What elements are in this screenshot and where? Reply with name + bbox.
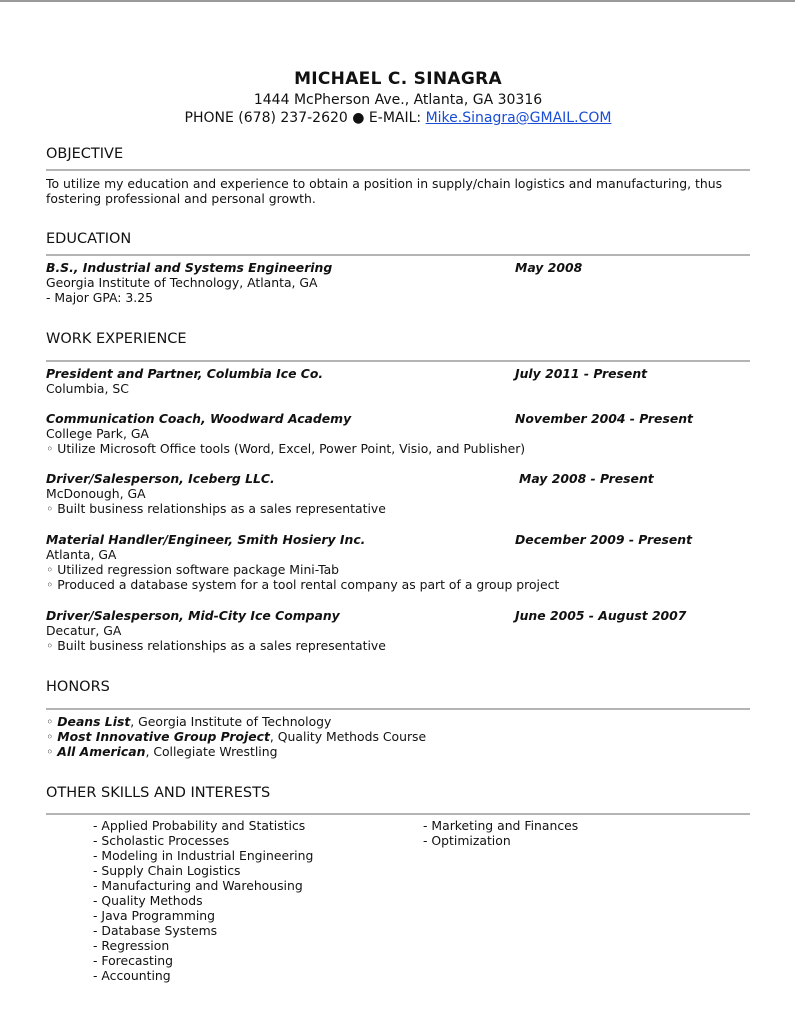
job-location: Atlanta, GA (46, 547, 117, 562)
top-border (0, 0, 795, 2)
skill-item: - Optimization (423, 833, 511, 848)
job-location: College Park, GA (46, 426, 149, 441)
job-bullet: ◦ Produced a database system for a tool rental company as part of a group project (46, 577, 560, 592)
skill-item: - Modeling in Industrial Engineering (93, 848, 314, 863)
skills-column-1 (93, 818, 313, 983)
job-location: McDonough, GA (46, 486, 146, 501)
skills-divider (46, 813, 750, 815)
skills-column-2 (423, 818, 578, 848)
candidate-address: 1444 McPherson Ave., Atlanta, GA 30316 (253, 92, 543, 108)
honors-divider (46, 708, 750, 710)
honor-name: Most Innovative Group Project (57, 729, 270, 744)
skill-item: - Supply Chain Logistics (93, 863, 241, 878)
degree-date: May 2008 (515, 260, 583, 275)
job-title: Communication Coach, Woodward Academy (46, 411, 352, 426)
job-bullet: ◦ Built business relationships as a sales representative (46, 638, 386, 653)
education-heading: EDUCATION (46, 231, 132, 247)
job-title: Driver/Salesperson, Iceberg LLC. (46, 471, 275, 486)
honor-name: All American (57, 744, 146, 759)
gpa-text: - Major GPA: 3.25 (46, 290, 153, 305)
job-entry (46, 608, 750, 653)
honor-item (46, 744, 750, 759)
job-bullet: ◦ Utilized regression software package Mini-Tab (46, 562, 340, 577)
email-link[interactable]: Mike.Sinagra@GMAIL.COM (425, 110, 612, 126)
skills-heading: OTHER SKILLS AND INTERESTS (46, 785, 271, 801)
skill-item: - Quality Methods (93, 893, 203, 908)
skill-item: - Database Systems (93, 923, 218, 938)
objective-heading: OBJECTIVE (46, 146, 124, 162)
objective-text: To utilize my education and experience to obtain a position in supply/chain logistics and manufacturing, thus fostering professional and personal growth. (46, 176, 723, 206)
honor-item (46, 729, 750, 744)
skill-item: - Manufacturing and Warehousing (93, 878, 303, 893)
objective-divider (46, 169, 750, 171)
skill-item: - Forecasting (93, 953, 174, 968)
honor-detail: , Collegiate Wrestling (145, 744, 278, 759)
job-date: November 2004 - Present (515, 411, 693, 426)
skill-item: - Scholastic Processes (93, 833, 230, 848)
school-name: Georgia Institute of Technology, Atlanta, GA (46, 275, 318, 290)
education-divider (46, 254, 750, 256)
skill-item: - Regression (93, 938, 170, 953)
job-location: Decatur, GA (46, 623, 122, 638)
job-title: President and Partner, Columbia Ice Co. (46, 366, 324, 381)
job-date: June 2005 - August 2007 (515, 608, 687, 623)
work-heading: WORK EXPERIENCE (46, 331, 187, 347)
job-title: Driver/Salesperson, Mid-City Ice Company (46, 608, 340, 623)
honor-name: Deans List (57, 714, 131, 729)
honors-list (46, 714, 750, 759)
skill-item: - Marketing and Finances (423, 818, 579, 833)
honor-item (46, 714, 750, 729)
bullet: ◦ (46, 714, 58, 729)
degree-title: B.S., Industrial and Systems Engineering (46, 260, 333, 275)
skill-item: - Java Programming (93, 908, 216, 923)
honor-detail: , Quality Methods Course (269, 729, 427, 744)
job-entry (46, 532, 750, 592)
phone-text: PHONE (678) 237-2620 ● E-MAIL: (184, 110, 426, 126)
job-entry (46, 471, 750, 516)
job-entry (46, 366, 750, 396)
job-date: December 2009 - Present (515, 532, 693, 547)
job-date: May 2008 - Present (519, 471, 654, 486)
bullet: ◦ (46, 744, 58, 759)
job-date: July 2011 - Present (515, 366, 648, 381)
work-divider (46, 360, 750, 362)
job-bullet: ◦ Built business relationships as a sales representative (46, 501, 386, 516)
honors-heading: HONORS (46, 679, 110, 695)
education-entry (46, 260, 750, 305)
honor-detail: , Georgia Institute of Technology (130, 714, 332, 729)
job-title: Material Handler/Engineer, Smith Hosiery Inc. (46, 532, 366, 547)
skill-item: - Applied Probability and Statistics (93, 818, 306, 833)
contact-line (46, 109, 750, 127)
job-entry (46, 411, 750, 456)
job-bullet: ◦ Utilize Microsoft Office tools (Word, Excel, Power Point, Visio, and Publisher) (46, 441, 526, 456)
candidate-name: MICHAEL C. SINAGRA (294, 69, 502, 89)
bullet: ◦ (46, 729, 58, 744)
job-location: Columbia, SC (46, 381, 129, 396)
skill-item: - Accounting (93, 968, 171, 983)
